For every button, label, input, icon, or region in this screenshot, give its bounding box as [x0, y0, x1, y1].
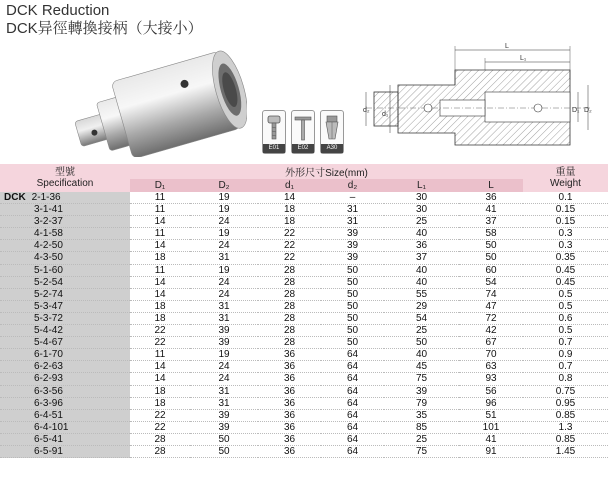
- value-cell-l1: 25: [384, 325, 459, 337]
- dim-d1: d₁: [382, 111, 389, 118]
- spec-cell: [0, 349, 130, 361]
- value-cell-d1: 28: [258, 300, 321, 312]
- value-cell-l1: 35: [384, 409, 459, 421]
- value-cell-l1: 39: [384, 385, 459, 397]
- value-cell-d1: 36: [258, 361, 321, 373]
- value-cell-l: 63: [459, 361, 523, 373]
- value-cell-d1: 18: [130, 312, 190, 324]
- value-cell-d2: 39: [321, 228, 384, 240]
- value-cell-l1: 75: [384, 373, 459, 385]
- value-cell-d2: 64: [321, 409, 384, 421]
- value-cell-l1: 45: [384, 361, 459, 373]
- value-cell-d1: 18: [130, 252, 190, 264]
- value-cell-d2: 39: [190, 421, 258, 433]
- value-cell-l1: 79: [384, 397, 459, 409]
- value-cell-l1: 25: [384, 433, 459, 445]
- value-cell-l1: 40: [384, 264, 459, 276]
- spec-code: 6-3-56: [34, 385, 63, 397]
- value-cell-d2: 31: [321, 216, 384, 228]
- value-cell-l: 42: [459, 325, 523, 337]
- table-row: [0, 421, 608, 433]
- value-cell-l: 50: [459, 240, 523, 252]
- value-cell-w: 0.95: [523, 397, 608, 409]
- value-cell-l: 50: [459, 252, 523, 264]
- dim-L1: L₁: [520, 55, 527, 62]
- column-header: D₁: [154, 180, 166, 191]
- value-cell-d2: 24: [190, 216, 258, 228]
- table-row: [0, 216, 608, 228]
- value-cell-d2: 19: [190, 204, 258, 216]
- value-cell-l: 67: [459, 337, 523, 349]
- spec-code: 4-1-58: [34, 228, 63, 240]
- technical-drawing: [360, 40, 600, 162]
- column-header: L: [488, 180, 494, 191]
- screw-icon: E01: [262, 110, 286, 154]
- value-cell-l: 56: [459, 385, 523, 397]
- value-cell-l: 41: [459, 433, 523, 445]
- spec-code: 5-2-54: [34, 276, 63, 288]
- value-cell-d1: 18: [258, 204, 321, 216]
- value-cell-d1: 11: [130, 228, 190, 240]
- spec-code: 4-3-50: [34, 252, 63, 264]
- value-cell-l1: 40: [384, 228, 459, 240]
- collet-icon: A30: [320, 110, 344, 154]
- spec-code: 4-2-50: [34, 240, 63, 252]
- value-cell-l: 91: [459, 445, 523, 457]
- value-cell-d1: 22: [130, 409, 190, 421]
- table-row: [0, 240, 608, 252]
- value-cell-l: 51: [459, 409, 523, 421]
- table-row: [0, 433, 608, 445]
- value-cell-d2: 50: [190, 433, 258, 445]
- value-cell-w: 0.6: [523, 312, 608, 324]
- value-cell-d2: 31: [190, 397, 258, 409]
- title-block: [6, 2, 203, 38]
- spec-cell: [0, 240, 130, 252]
- spec-cell: [0, 192, 130, 204]
- value-cell-d2: 24: [190, 276, 258, 288]
- column-header: d₁: [285, 180, 294, 191]
- spec-cell: [0, 409, 130, 421]
- spec-cell: [0, 397, 130, 409]
- value-cell-d1: 18: [130, 397, 190, 409]
- value-cell-d2: 31: [321, 204, 384, 216]
- value-cell-l1: 37: [384, 252, 459, 264]
- spec-code: 5-4-42: [34, 325, 63, 337]
- table-row: [0, 252, 608, 264]
- value-cell-d1: 14: [130, 373, 190, 385]
- value-cell-d2: 64: [321, 421, 384, 433]
- value-cell-d2: 64: [321, 373, 384, 385]
- value-cell-l1: 25: [384, 216, 459, 228]
- value-cell-l1: 30: [384, 192, 459, 204]
- value-cell-l1: 75: [384, 445, 459, 457]
- value-cell-w: 1.3: [523, 421, 608, 433]
- value-cell-l1: 30: [384, 204, 459, 216]
- spec-code: 6-2-93: [34, 373, 63, 385]
- value-cell-d1: 36: [258, 421, 321, 433]
- value-cell-d2: 31: [190, 312, 258, 324]
- value-cell-l: 96: [459, 397, 523, 409]
- column-header: d₂: [347, 180, 358, 191]
- value-cell-d2: 64: [321, 433, 384, 445]
- spec-cell: [0, 288, 130, 300]
- value-cell-d1: 22: [130, 325, 190, 337]
- spec-code: 6-4-51: [34, 409, 63, 421]
- spec-cell: [0, 325, 130, 337]
- spec-code: 5-1-60: [34, 264, 63, 276]
- accessory-icons: [262, 110, 344, 154]
- value-cell-d2: 19: [190, 349, 258, 361]
- spec-cell: [0, 312, 130, 324]
- spec-code: 6-3-96: [34, 397, 63, 409]
- value-cell-w: 0.9: [523, 349, 608, 361]
- value-cell-w: 0.15: [523, 216, 608, 228]
- spec-code: 3-1-41: [34, 204, 63, 216]
- spec-code: 5-2-74: [34, 288, 63, 300]
- table-row: [0, 312, 608, 324]
- table-row: [0, 192, 608, 204]
- value-cell-w: 0.85: [523, 409, 608, 421]
- spec-cell: [0, 421, 130, 433]
- spec-cell: [0, 445, 130, 457]
- weight-header: 重量 Weight: [550, 167, 581, 189]
- value-cell-d2: 39: [190, 409, 258, 421]
- value-cell-l: 60: [459, 264, 523, 276]
- value-cell-d2: 50: [321, 264, 384, 276]
- spec-code: 2-1-36: [31, 192, 61, 203]
- value-cell-d2: 64: [321, 445, 384, 457]
- column-header: D₂: [218, 180, 230, 191]
- value-cell-d2: 24: [190, 288, 258, 300]
- product-photo: [72, 47, 247, 157]
- table-row: [0, 409, 608, 421]
- value-cell-d1: 28: [258, 325, 321, 337]
- spec-cell: [0, 216, 130, 228]
- value-cell-d2: 19: [190, 264, 258, 276]
- value-cell-d2: 24: [190, 240, 258, 252]
- value-cell-l1: 29: [384, 300, 459, 312]
- value-cell-w: 0.3: [523, 240, 608, 252]
- spec-code: 6-5-91: [34, 445, 63, 457]
- value-cell-d2: 19: [190, 192, 258, 204]
- value-cell-d1: 22: [130, 337, 190, 349]
- value-cell-d2: 50: [321, 337, 384, 349]
- spec-code: 5-3-72: [34, 312, 63, 324]
- value-cell-d1: 28: [130, 433, 190, 445]
- spec-prefix: DCK: [4, 192, 26, 203]
- size-header: 外形尺寸Size(mm): [285, 168, 368, 179]
- dim-d2: d₂: [363, 107, 370, 114]
- value-cell-d1: 36: [258, 349, 321, 361]
- value-cell-d1: 14: [130, 361, 190, 373]
- value-cell-d1: 36: [258, 409, 321, 421]
- spec-cell: [0, 361, 130, 373]
- dim-L: L: [505, 43, 509, 50]
- value-cell-w: 0.5: [523, 325, 608, 337]
- value-cell-d1: 11: [130, 349, 190, 361]
- value-cell-l1: 36: [384, 240, 459, 252]
- spec-code: 5-3-47: [34, 300, 63, 312]
- value-cell-w: 0.35: [523, 252, 608, 264]
- value-cell-d2: 31: [190, 385, 258, 397]
- value-cell-w: 0.45: [523, 276, 608, 288]
- value-cell-d2: 50: [321, 276, 384, 288]
- spec-code: 6-5-41: [34, 433, 63, 445]
- value-cell-d1: 11: [130, 264, 190, 276]
- value-cell-d1: 11: [130, 192, 190, 204]
- value-cell-d2: 50: [321, 312, 384, 324]
- value-cell-d2: 64: [321, 361, 384, 373]
- value-cell-l1: 40: [384, 349, 459, 361]
- value-cell-w: 0.3: [523, 228, 608, 240]
- key-icon: E02: [291, 110, 315, 154]
- value-cell-w: 0.85: [523, 433, 608, 445]
- value-cell-d2: 19: [190, 228, 258, 240]
- table-row: [0, 300, 608, 312]
- value-cell-d1: 28: [130, 445, 190, 457]
- page-subtitle: DCK异徑轉換接柄（大接小）: [6, 20, 203, 37]
- value-cell-l: 36: [459, 192, 523, 204]
- value-cell-d1: 14: [130, 240, 190, 252]
- value-cell-l1: 54: [384, 312, 459, 324]
- value-cell-w: 0.1: [523, 192, 608, 204]
- value-cell-d1: 14: [258, 192, 321, 204]
- spec-cell: [0, 337, 130, 349]
- value-cell-d1: 28: [258, 288, 321, 300]
- table-row: [0, 228, 608, 240]
- value-cell-w: 0.8: [523, 373, 608, 385]
- value-cell-d1: 14: [130, 216, 190, 228]
- value-cell-w: 0.15: [523, 204, 608, 216]
- value-cell-d1: 22: [258, 252, 321, 264]
- value-cell-d2: 50: [190, 445, 258, 457]
- table-row: [0, 276, 608, 288]
- value-cell-l: 58: [459, 228, 523, 240]
- spec-code: 6-2-63: [34, 361, 63, 373]
- spec-code: 5-4-67: [34, 337, 63, 349]
- value-cell-d1: 18: [130, 300, 190, 312]
- spec-header: 型號 Specification: [36, 167, 94, 189]
- table-row: [0, 288, 608, 300]
- value-cell-l: 41: [459, 204, 523, 216]
- value-cell-w: 1.45: [523, 445, 608, 457]
- spec-cell: [0, 385, 130, 397]
- value-cell-d2: 50: [321, 288, 384, 300]
- value-cell-d2: 64: [321, 349, 384, 361]
- spec-cell: [0, 433, 130, 445]
- value-cell-l: 37: [459, 216, 523, 228]
- value-cell-l1: 50: [384, 337, 459, 349]
- spec-cell: [0, 300, 130, 312]
- value-cell-d1: 18: [130, 385, 190, 397]
- value-cell-l: 47: [459, 300, 523, 312]
- table-row: [0, 385, 608, 397]
- table-row: [0, 204, 608, 216]
- spec-code: 6-4-101: [34, 421, 69, 433]
- value-cell-d1: 22: [258, 228, 321, 240]
- spec-table: [0, 164, 608, 458]
- table-row: [0, 264, 608, 276]
- table-row: [0, 337, 608, 349]
- column-header: L₁: [417, 180, 426, 191]
- table-row: [0, 445, 608, 457]
- value-cell-d2: 64: [321, 385, 384, 397]
- value-cell-d1: 28: [258, 337, 321, 349]
- value-cell-w: 0.7: [523, 337, 608, 349]
- value-cell-d1: 22: [258, 240, 321, 252]
- spec-cell: [0, 276, 130, 288]
- value-cell-w: 0.5: [523, 288, 608, 300]
- value-cell-l1: 40: [384, 276, 459, 288]
- table-row: [0, 373, 608, 385]
- value-cell-d1: 28: [258, 276, 321, 288]
- spec-code: 3-2-37: [34, 216, 63, 228]
- value-cell-d2: 39: [190, 337, 258, 349]
- value-cell-l: 72: [459, 312, 523, 324]
- table-row: [0, 361, 608, 373]
- value-cell-l1: 55: [384, 288, 459, 300]
- value-cell-d1: 22: [130, 421, 190, 433]
- spec-cell: [0, 264, 130, 276]
- spec-cell: [0, 373, 130, 385]
- value-cell-l: 74: [459, 288, 523, 300]
- value-cell-d2: 31: [190, 252, 258, 264]
- value-cell-l1: 85: [384, 421, 459, 433]
- value-cell-d1: 14: [130, 276, 190, 288]
- value-cell-d1: 36: [258, 373, 321, 385]
- value-cell-d2: 50: [321, 325, 384, 337]
- value-cell-l: 93: [459, 373, 523, 385]
- value-cell-d2: 64: [321, 397, 384, 409]
- value-cell-d1: 36: [258, 385, 321, 397]
- value-cell-d2: 39: [190, 325, 258, 337]
- spec-cell: [0, 252, 130, 264]
- value-cell-d1: 14: [130, 288, 190, 300]
- page-title: DCK Reduction: [6, 2, 110, 19]
- spec-table-wrap: [0, 164, 608, 458]
- value-cell-w: 0.75: [523, 385, 608, 397]
- value-cell-d2: 24: [190, 361, 258, 373]
- table-row: [0, 397, 608, 409]
- spec-cell: [0, 228, 130, 240]
- value-cell-l: 54: [459, 276, 523, 288]
- dim-D2: D₂: [584, 107, 592, 114]
- spec-cell: [0, 204, 130, 216]
- value-cell-d1: 36: [258, 433, 321, 445]
- value-cell-d2: 50: [321, 300, 384, 312]
- value-cell-d2: 39: [321, 240, 384, 252]
- dim-D1: D₁: [572, 107, 580, 114]
- value-cell-d1: 11: [130, 204, 190, 216]
- value-cell-d2: 39: [321, 252, 384, 264]
- value-cell-w: 0.7: [523, 361, 608, 373]
- value-cell-w: 0.5: [523, 300, 608, 312]
- value-cell-w: 0.45: [523, 264, 608, 276]
- value-cell-d1: 36: [258, 445, 321, 457]
- value-cell-l: 101: [459, 421, 523, 433]
- spec-code: 6-1-70: [34, 349, 63, 361]
- value-cell-d1: 36: [258, 397, 321, 409]
- value-cell-d2: –: [321, 192, 384, 204]
- value-cell-l: 70: [459, 349, 523, 361]
- value-cell-d1: 28: [258, 312, 321, 324]
- table-row: [0, 325, 608, 337]
- value-cell-d2: 24: [190, 373, 258, 385]
- value-cell-d1: 18: [258, 216, 321, 228]
- value-cell-d1: 28: [258, 264, 321, 276]
- table-row: [0, 349, 608, 361]
- value-cell-d2: 31: [190, 300, 258, 312]
